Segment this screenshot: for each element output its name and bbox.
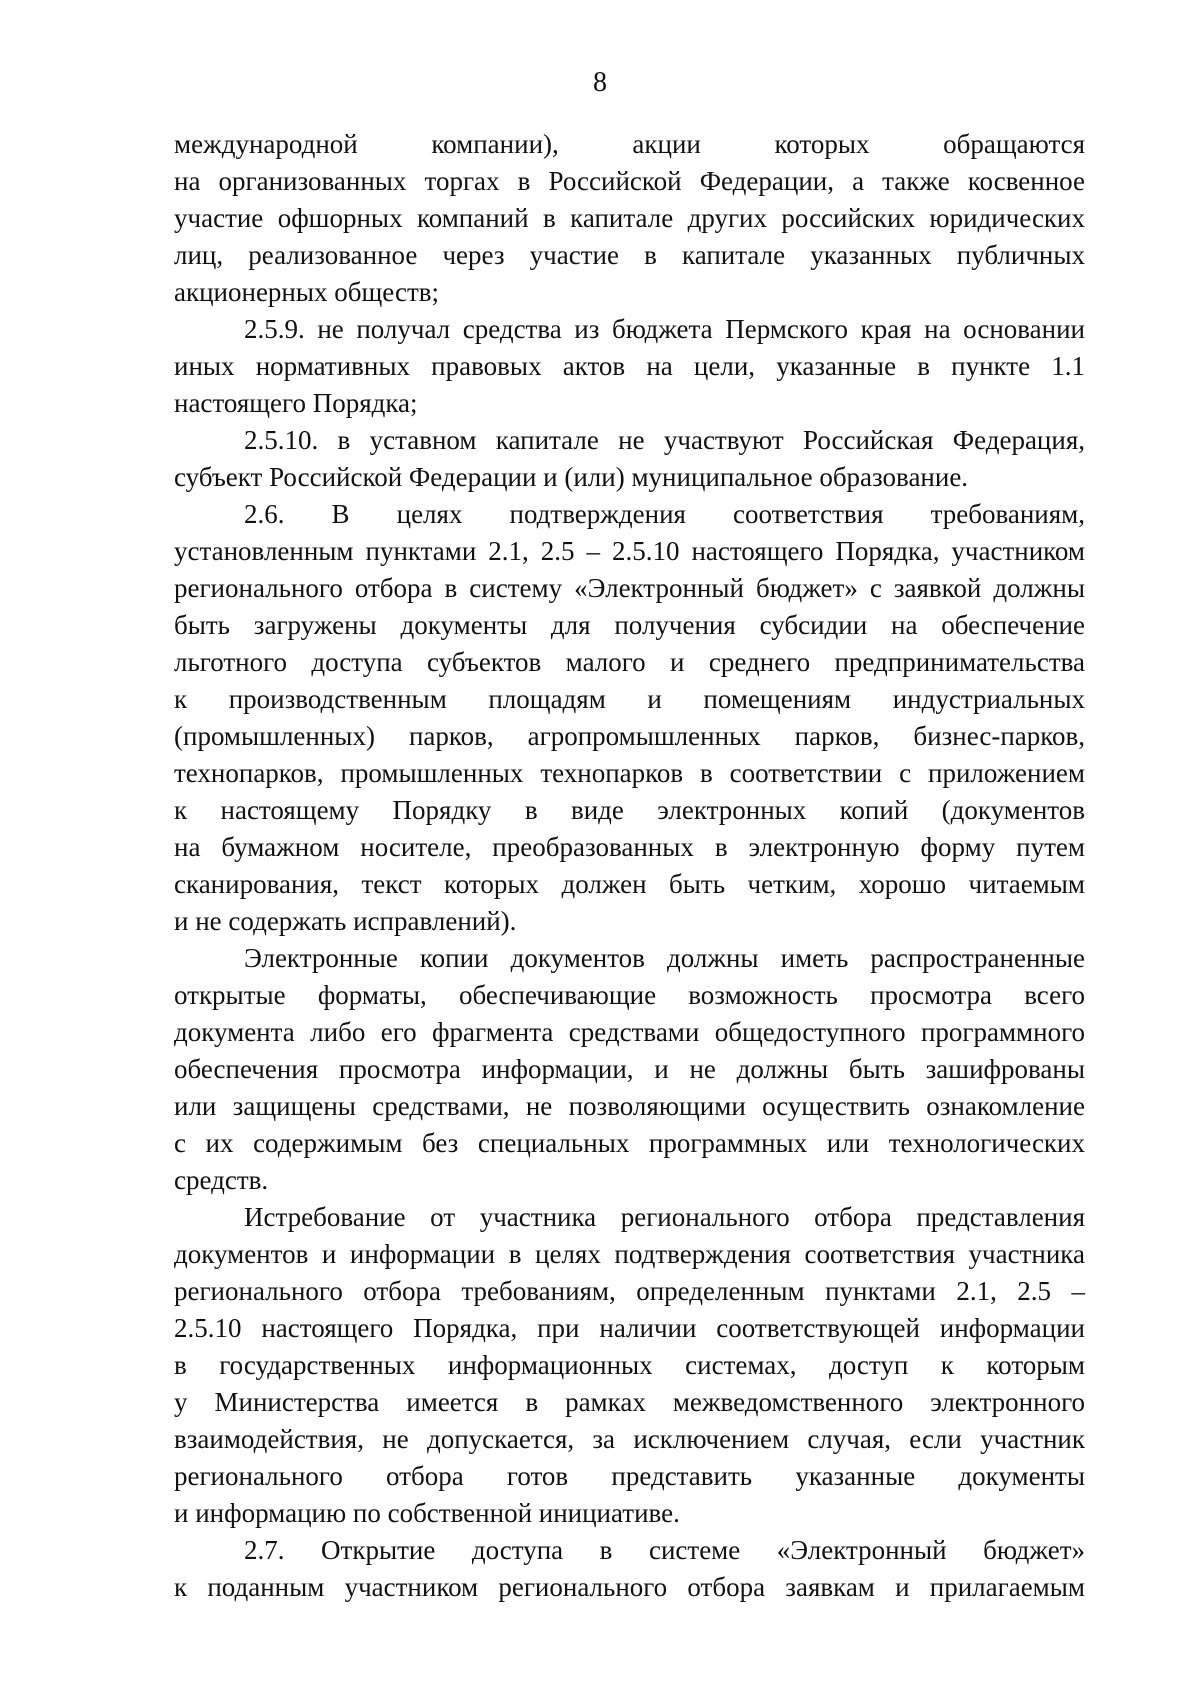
text-line: технопарков, промышленных технопарков в соответствии с приложением xyxy=(174,758,1085,788)
text-line: на организованных торгах в Российской Федерации, а также косвенное xyxy=(174,166,1085,196)
text-line: регионального отбора требованиям, определенным пунктами 2.1, 2.5 – xyxy=(174,1276,1085,1306)
text-line: к производственным площадям и помещениям индустриальных xyxy=(174,684,1085,714)
text-line: взаимодействия, не допускается, за исключением случая, если участник xyxy=(174,1424,1085,1454)
text-line: или защищены средствами, не позволяющими осуществить ознакомление xyxy=(174,1091,1085,1121)
text-line: регионального отбора готов представить указанные документы xyxy=(174,1461,1085,1491)
text-line: документов и информации в целях подтверждения соответствия участника xyxy=(174,1239,1085,1269)
paragraph-p1 xyxy=(174,126,1085,311)
text-line: лиц, реализованное через участие в капитале указанных публичных xyxy=(174,240,1085,270)
text-line: и информацию по собственной инициативе. xyxy=(174,1498,680,1528)
text-line: установленным пунктами 2.1, 2.5 – 2.5.10 настоящего Порядка, участником xyxy=(174,536,1085,566)
text-line: международной компании), акции которых обращаются xyxy=(174,129,1085,159)
text-line: (промышленных) парков, агропромышленных парков, бизнес-парков, xyxy=(174,721,1085,751)
text-line: средств. xyxy=(174,1165,269,1195)
text-line: открытые форматы, обеспечивающие возможность просмотра всего xyxy=(174,980,1085,1010)
text-line: 2.5.10. в уставном капитале не участвуют Российская Федерация, xyxy=(244,425,1085,455)
text-line: сканирования, текст которых должен быть четким, хорошо читаемым xyxy=(174,869,1085,899)
text-line: настоящего Порядка; xyxy=(174,388,418,418)
text-line: субъект Российской Федерации и (или) муниципальное образование. xyxy=(174,462,969,492)
text-line: участие офшорных компаний в капитале других российских юридических xyxy=(174,203,1085,233)
paragraph-p3 xyxy=(174,422,1085,496)
text-line: 2.5.10 настоящего Порядка, при наличии соответствующей информации xyxy=(174,1313,1085,1343)
text-line: 2.7. Открытие доступа в системе «Электронный бюджет» xyxy=(244,1535,1085,1565)
page-number: 8 xyxy=(593,67,607,98)
text-line: быть загружены документы для получения субсидии на обеспечение xyxy=(174,610,1085,640)
paragraph-p5 xyxy=(174,940,1085,1199)
text-line: обеспечения просмотра информации, и не должны быть зашифрованы xyxy=(174,1054,1085,1084)
text-line: к настоящему Порядку в виде электронных копий (документов xyxy=(174,795,1085,825)
paragraph-p2 xyxy=(174,311,1085,422)
text-line: льготного доступа субъектов малого и среднего предпринимательства xyxy=(174,647,1085,677)
paragraph-p4 xyxy=(174,496,1085,940)
text-line: у Министерства имеется в рамках межведомственного электронного xyxy=(174,1387,1085,1417)
text-line: с их содержимым без специальных программных или технологических xyxy=(174,1128,1085,1158)
text-line: к поданным участником регионального отбора заявкам и прилагаемым xyxy=(174,1572,1085,1602)
text-line: и не содержать исправлений). xyxy=(174,906,517,936)
text-line: на бумажном носителе, преобразованных в электронную форму путем xyxy=(174,832,1085,862)
text-line: 2.6. В целях подтверждения соответствия требованиям, xyxy=(244,499,1085,529)
text-line: документа либо его фрагмента средствами общедоступного программного xyxy=(174,1017,1085,1047)
text-line: регионального отбора в систему «Электронный бюджет» с заявкой должны xyxy=(174,573,1085,603)
paragraph-p7 xyxy=(174,1532,1085,1606)
text-line: акционерных обществ; xyxy=(174,277,439,307)
text-line: 2.5.9. не получал средства из бюджета Пермского края на основании xyxy=(244,314,1085,344)
text-line: иных нормативных правовых актов на цели, указанные в пункте 1.1 xyxy=(174,351,1085,381)
text-line: в государственных информационных системах, доступ к которым xyxy=(174,1350,1085,1380)
text-line: Истребование от участника регионального отбора представления xyxy=(244,1202,1085,1232)
paragraph-p6 xyxy=(174,1199,1085,1532)
document-body xyxy=(174,126,1085,1606)
text-line: Электронные копии документов должны иметь распространенные xyxy=(244,943,1085,973)
